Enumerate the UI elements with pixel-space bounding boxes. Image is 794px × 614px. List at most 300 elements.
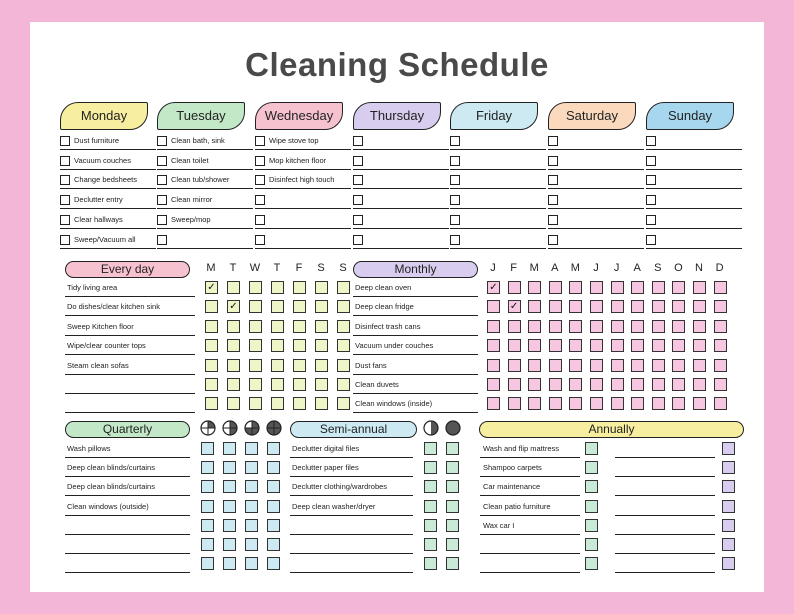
- everyday-check-box[interactable]: [293, 339, 306, 352]
- day-task-checkbox[interactable]: [255, 156, 265, 166]
- monthly-check-box[interactable]: [714, 397, 727, 410]
- monthly-check-box[interactable]: [508, 320, 521, 333]
- day-task-checkbox[interactable]: [60, 156, 70, 166]
- quarterly-check-box[interactable]: [267, 557, 280, 570]
- day-task-checkbox[interactable]: [255, 195, 265, 205]
- day-task-line: [450, 228, 546, 229]
- day-task-line: [255, 208, 351, 209]
- day-task-checkbox[interactable]: [157, 215, 167, 225]
- month-header: D: [715, 262, 724, 274]
- monthly-check-box[interactable]: [590, 378, 603, 391]
- semiannual-task-label: Deep clean washer/dryer: [292, 501, 376, 511]
- monthly-check-box[interactable]: [590, 320, 603, 333]
- monthly-check-box[interactable]: [672, 339, 685, 352]
- monthly-check-box[interactable]: [611, 378, 624, 391]
- monthly-check-box[interactable]: [590, 339, 603, 352]
- everyday-check-box[interactable]: [337, 281, 350, 294]
- day-task-checkbox[interactable]: [353, 175, 363, 185]
- day-task-checkbox[interactable]: [450, 175, 460, 185]
- monthly-task-line: [353, 354, 478, 355]
- monthly-check-box[interactable]: [652, 320, 665, 333]
- day-task-line: [255, 169, 351, 170]
- semiannual-check-box[interactable]: [424, 500, 437, 513]
- day-task-line: [60, 248, 156, 249]
- everyday-check-box[interactable]: [205, 300, 218, 313]
- day-task-checkbox[interactable]: [548, 195, 558, 205]
- everyday-task-line: [65, 296, 195, 297]
- monthly-check-box[interactable]: [714, 320, 727, 333]
- semiannual-check-box[interactable]: [446, 538, 459, 551]
- quarterly-check-box[interactable]: [223, 538, 236, 551]
- quarterly-check-box[interactable]: [223, 461, 236, 474]
- month-header: A: [633, 262, 641, 274]
- annually-title: Annually: [479, 421, 744, 438]
- quarterly-check-box[interactable]: [223, 557, 236, 570]
- weekday-header: F: [295, 262, 303, 274]
- monthly-check-box[interactable]: [528, 339, 541, 352]
- annually-task-label: Wax car I: [483, 520, 515, 530]
- day-task-checkbox[interactable]: [450, 136, 460, 146]
- monthly-check-box[interactable]: [528, 397, 541, 410]
- annually-check-box[interactable]: [585, 519, 598, 532]
- monthly-check-box[interactable]: [487, 339, 500, 352]
- monthly-check-box[interactable]: [652, 339, 665, 352]
- day-task-line: [646, 188, 742, 189]
- everyday-check-box[interactable]: [315, 397, 328, 410]
- monthly-check-box[interactable]: [714, 359, 727, 372]
- everyday-check-box[interactable]: [205, 339, 218, 352]
- everyday-check-box[interactable]: [271, 300, 284, 313]
- monthly-check-box[interactable]: [672, 320, 685, 333]
- day-task-checkbox[interactable]: [548, 175, 558, 185]
- quarter-3-icon: [244, 420, 260, 436]
- everyday-check-box[interactable]: [271, 378, 284, 391]
- day-task-checkbox[interactable]: [450, 215, 460, 225]
- monthly-check-box[interactable]: [611, 300, 624, 313]
- day-task-label: Change bedsheets: [74, 175, 137, 185]
- day-task-label: Sweep/Vacuum all: [74, 234, 136, 244]
- day-task-checkbox[interactable]: [646, 195, 656, 205]
- everyday-check-box[interactable]: [315, 339, 328, 352]
- day-task-line: [646, 228, 742, 229]
- monthly-check-box[interactable]: [672, 397, 685, 410]
- monthly-check-box[interactable]: [590, 397, 603, 410]
- semiannual-check-box[interactable]: [424, 557, 437, 570]
- quarterly-check-box[interactable]: [245, 500, 258, 513]
- monthly-check-box[interactable]: [487, 378, 500, 391]
- everyday-check-box[interactable]: [205, 320, 218, 333]
- day-task-checkbox[interactable]: [60, 215, 70, 225]
- everyday-check-box[interactable]: [249, 281, 262, 294]
- semiannual-task-line: [290, 457, 413, 458]
- day-task-checkbox[interactable]: [60, 235, 70, 245]
- monthly-task-label: Disinfect trash cans: [355, 321, 421, 331]
- quarterly-check-box[interactable]: [267, 461, 280, 474]
- day-task-checkbox[interactable]: [255, 235, 265, 245]
- everyday-check-box[interactable]: [227, 397, 240, 410]
- day-task-checkbox[interactable]: [255, 215, 265, 225]
- annually-check-box[interactable]: [585, 461, 598, 474]
- day-task-line: [353, 149, 449, 150]
- monthly-check-box[interactable]: [714, 339, 727, 352]
- annually-check-box[interactable]: [722, 557, 735, 570]
- day-task-line: [157, 228, 253, 229]
- day-task-label: Vacuum couches: [74, 155, 131, 165]
- monthly-check-box[interactable]: [631, 281, 644, 294]
- quarterly-check-box[interactable]: [267, 442, 280, 455]
- day-task-line: [450, 208, 546, 209]
- month-header: F: [510, 262, 517, 274]
- everyday-check-box[interactable]: [271, 281, 284, 294]
- day-header-thursday: Thursday: [353, 102, 441, 130]
- everyday-check-box[interactable]: [227, 378, 240, 391]
- annually-task-line: [480, 476, 580, 477]
- day-task-checkbox[interactable]: [548, 235, 558, 245]
- quarterly-check-box[interactable]: [245, 519, 258, 532]
- monthly-check-box[interactable]: [549, 378, 562, 391]
- monthly-check-box[interactable]: [569, 397, 582, 410]
- semiannual-check-box[interactable]: [424, 519, 437, 532]
- everyday-check-box[interactable]: ✓: [205, 281, 218, 294]
- weekday-header: S: [339, 262, 347, 274]
- day-task-line: [60, 169, 156, 170]
- monthly-check-box[interactable]: [631, 378, 644, 391]
- quarterly-check-box[interactable]: [245, 557, 258, 570]
- monthly-check-box[interactable]: [611, 281, 624, 294]
- day-task-line: [157, 248, 253, 249]
- quarterly-check-box[interactable]: [201, 538, 214, 551]
- everyday-check-box[interactable]: [337, 339, 350, 352]
- monthly-check-box[interactable]: [508, 281, 521, 294]
- annually-check-box[interactable]: [585, 538, 598, 551]
- day-task-label: Clean mirror: [171, 195, 213, 205]
- quarterly-check-box[interactable]: [223, 519, 236, 532]
- day-task-line: [353, 208, 449, 209]
- monthly-check-box[interactable]: [528, 300, 541, 313]
- day-task-checkbox[interactable]: [60, 136, 70, 146]
- quarterly-check-box[interactable]: [245, 442, 258, 455]
- day-task-label: Clean bath, sink: [171, 136, 225, 145]
- monthly-check-box[interactable]: [631, 300, 644, 313]
- monthly-check-box[interactable]: [508, 339, 521, 352]
- day-task-line: [548, 228, 644, 229]
- quarterly-task-label: Deep clean blinds/curtains: [67, 463, 155, 473]
- quarterly-check-box[interactable]: [223, 500, 236, 513]
- day-task-label: Wipe stove top: [269, 136, 319, 145]
- month-header: N: [695, 262, 703, 274]
- monthly-check-box[interactable]: [569, 281, 582, 294]
- day-task-checkbox[interactable]: [450, 235, 460, 245]
- everyday-check-box[interactable]: [271, 339, 284, 352]
- quarterly-check-box[interactable]: [267, 519, 280, 532]
- everyday-check-box[interactable]: ✓: [227, 300, 240, 313]
- semiannual-check-box[interactable]: [424, 442, 437, 455]
- everyday-task-label: Sweep Kitchen floor: [67, 321, 134, 331]
- day-task-checkbox[interactable]: [646, 136, 656, 146]
- everyday-check-box[interactable]: [337, 378, 350, 391]
- day-task-line: [353, 169, 449, 170]
- everyday-check-box[interactable]: [315, 359, 328, 372]
- annually-task-line: [615, 476, 715, 477]
- monthly-check-box[interactable]: [549, 281, 562, 294]
- monthly-check-box[interactable]: [652, 281, 665, 294]
- everyday-check-box[interactable]: [337, 359, 350, 372]
- everyday-check-box[interactable]: [227, 320, 240, 333]
- monthly-check-box[interactable]: [631, 359, 644, 372]
- quarterly-check-box[interactable]: [267, 480, 280, 493]
- annually-check-box[interactable]: [585, 442, 598, 455]
- day-task-checkbox[interactable]: [548, 215, 558, 225]
- day-task-checkbox[interactable]: [157, 195, 167, 205]
- day-task-checkbox[interactable]: [157, 156, 167, 166]
- quarterly-check-box[interactable]: [201, 442, 214, 455]
- day-task-checkbox[interactable]: [255, 136, 265, 146]
- monthly-check-box[interactable]: [590, 359, 603, 372]
- monthly-check-box[interactable]: [549, 300, 562, 313]
- monthly-check-box[interactable]: [652, 397, 665, 410]
- everyday-check-box[interactable]: [205, 397, 218, 410]
- quarterly-check-box[interactable]: [267, 538, 280, 551]
- semiannual-task-line: [290, 515, 413, 516]
- day-task-checkbox[interactable]: [450, 156, 460, 166]
- everyday-check-box[interactable]: [293, 359, 306, 372]
- quarterly-check-box[interactable]: [223, 442, 236, 455]
- semiannual-task-line: [290, 553, 413, 554]
- everyday-check-box[interactable]: [249, 359, 262, 372]
- everyday-check-box[interactable]: [293, 281, 306, 294]
- monthly-check-box[interactable]: [693, 359, 706, 372]
- annually-check-box[interactable]: [722, 480, 735, 493]
- monthly-check-box[interactable]: [611, 320, 624, 333]
- monthly-check-box[interactable]: ✓: [508, 300, 521, 313]
- day-task-line: [60, 188, 156, 189]
- monthly-check-box[interactable]: [569, 339, 582, 352]
- monthly-check-box[interactable]: [652, 378, 665, 391]
- monthly-check-box[interactable]: [549, 320, 562, 333]
- monthly-check-box[interactable]: [487, 359, 500, 372]
- monthly-check-box[interactable]: [631, 320, 644, 333]
- annually-check-box[interactable]: [722, 461, 735, 474]
- monthly-task-line: [353, 315, 478, 316]
- day-task-checkbox[interactable]: [450, 195, 460, 205]
- monthly-check-box[interactable]: [569, 300, 582, 313]
- day-task-checkbox[interactable]: [646, 235, 656, 245]
- monthly-task-line: [353, 412, 478, 413]
- semiannual-check-box[interactable]: [446, 461, 459, 474]
- day-task-checkbox[interactable]: [353, 215, 363, 225]
- everyday-check-box[interactable]: [227, 359, 240, 372]
- annually-task-line: [480, 495, 580, 496]
- day-task-checkbox[interactable]: [60, 175, 70, 185]
- monthly-title: Monthly: [353, 261, 478, 278]
- monthly-check-box[interactable]: [508, 378, 521, 391]
- everyday-check-box[interactable]: [293, 300, 306, 313]
- semiannual-check-box[interactable]: [446, 519, 459, 532]
- semiannual-check-box[interactable]: [424, 538, 437, 551]
- monthly-check-box[interactable]: [487, 320, 500, 333]
- day-task-checkbox[interactable]: [646, 215, 656, 225]
- monthly-check-box[interactable]: [672, 359, 685, 372]
- quarterly-check-box[interactable]: [245, 538, 258, 551]
- monthly-check-box[interactable]: [528, 320, 541, 333]
- everyday-check-box[interactable]: [271, 397, 284, 410]
- monthly-check-box[interactable]: [631, 397, 644, 410]
- monthly-check-box[interactable]: [652, 300, 665, 313]
- annually-check-box[interactable]: [585, 500, 598, 513]
- monthly-check-box[interactable]: [611, 339, 624, 352]
- everyday-check-box[interactable]: [249, 300, 262, 313]
- monthly-check-box[interactable]: [528, 281, 541, 294]
- monthly-check-box[interactable]: [508, 397, 521, 410]
- monthly-check-box[interactable]: [569, 320, 582, 333]
- annually-task-label: Shampoo carpets: [483, 463, 542, 473]
- day-task-checkbox[interactable]: [353, 195, 363, 205]
- day-header-wednesday: Wednesday: [255, 102, 343, 130]
- monthly-check-box[interactable]: [590, 281, 603, 294]
- monthly-check-box[interactable]: [693, 339, 706, 352]
- everyday-check-box[interactable]: [315, 320, 328, 333]
- day-task-line: [646, 208, 742, 209]
- annually-check-box[interactable]: [585, 480, 598, 493]
- annually-check-box[interactable]: [722, 442, 735, 455]
- weekday-header: S: [317, 262, 325, 274]
- everyday-task-line: [65, 374, 195, 375]
- semiannual-check-box[interactable]: [424, 480, 437, 493]
- quarterly-task-line: [65, 515, 190, 516]
- day-task-checkbox[interactable]: [157, 235, 167, 245]
- monthly-check-box[interactable]: [487, 300, 500, 313]
- everyday-check-box[interactable]: [337, 397, 350, 410]
- annually-task-line: [615, 553, 715, 554]
- quarterly-check-box[interactable]: [201, 461, 214, 474]
- everyday-check-box[interactable]: [249, 320, 262, 333]
- everyday-check-box[interactable]: [249, 339, 262, 352]
- everyday-check-box[interactable]: [293, 320, 306, 333]
- monthly-check-box[interactable]: [528, 359, 541, 372]
- day-task-checkbox[interactable]: [646, 175, 656, 185]
- monthly-check-box[interactable]: [508, 359, 521, 372]
- quarterly-check-box[interactable]: [201, 500, 214, 513]
- monthly-check-box[interactable]: [693, 281, 706, 294]
- monthly-check-box[interactable]: [714, 378, 727, 391]
- everyday-check-box[interactable]: [271, 320, 284, 333]
- semiannual-check-box[interactable]: [446, 480, 459, 493]
- everyday-check-box[interactable]: [293, 378, 306, 391]
- day-task-checkbox[interactable]: [255, 175, 265, 185]
- semiannual-title: Semi-annual: [290, 421, 417, 438]
- everyday-check-box[interactable]: [227, 281, 240, 294]
- monthly-check-box[interactable]: [693, 320, 706, 333]
- day-task-checkbox[interactable]: [548, 156, 558, 166]
- quarterly-check-box[interactable]: [201, 557, 214, 570]
- monthly-check-box[interactable]: [693, 397, 706, 410]
- day-task-line: [157, 188, 253, 189]
- annually-check-box[interactable]: [585, 557, 598, 570]
- monthly-check-box[interactable]: [693, 378, 706, 391]
- monthly-check-box[interactable]: [549, 397, 562, 410]
- monthly-check-box[interactable]: [652, 359, 665, 372]
- everyday-check-box[interactable]: [293, 397, 306, 410]
- quarterly-check-box[interactable]: [245, 480, 258, 493]
- weekday-header: W: [249, 262, 261, 274]
- monthly-check-box[interactable]: [693, 300, 706, 313]
- annually-check-box[interactable]: [722, 538, 735, 551]
- quarterly-check-box[interactable]: [245, 461, 258, 474]
- day-task-checkbox[interactable]: [157, 175, 167, 185]
- month-header: O: [674, 262, 683, 274]
- semiannual-check-box[interactable]: [424, 461, 437, 474]
- monthly-check-box[interactable]: [549, 359, 562, 372]
- monthly-check-box[interactable]: [487, 397, 500, 410]
- everyday-check-box[interactable]: [249, 378, 262, 391]
- day-task-checkbox[interactable]: [646, 156, 656, 166]
- everyday-check-box[interactable]: [249, 397, 262, 410]
- monthly-check-box[interactable]: [569, 378, 582, 391]
- monthly-check-box[interactable]: ✓: [487, 281, 500, 294]
- monthly-check-box[interactable]: [549, 339, 562, 352]
- monthly-check-box[interactable]: [714, 281, 727, 294]
- everyday-check-box[interactable]: [315, 300, 328, 313]
- semiannual-check-box[interactable]: [446, 442, 459, 455]
- semiannual-check-box[interactable]: [446, 500, 459, 513]
- quarterly-task-line: [65, 457, 190, 458]
- day-header-friday: Friday: [450, 102, 538, 130]
- day-task-checkbox[interactable]: [353, 235, 363, 245]
- quarterly-task-line: [65, 553, 190, 554]
- semiannual-check-box[interactable]: [446, 557, 459, 570]
- semiannual-task-line: [290, 572, 413, 573]
- cleaning-schedule-sheet: [30, 22, 764, 592]
- monthly-check-box[interactable]: [714, 300, 727, 313]
- monthly-check-box[interactable]: [631, 339, 644, 352]
- day-task-checkbox[interactable]: [353, 156, 363, 166]
- everyday-check-box[interactable]: [315, 378, 328, 391]
- monthly-check-box[interactable]: [590, 300, 603, 313]
- monthly-check-box[interactable]: [611, 359, 624, 372]
- day-task-checkbox[interactable]: [60, 195, 70, 205]
- everyday-check-box[interactable]: [205, 359, 218, 372]
- annually-check-box[interactable]: [722, 519, 735, 532]
- monthly-check-box[interactable]: [528, 378, 541, 391]
- quarterly-check-box[interactable]: [223, 480, 236, 493]
- monthly-check-box[interactable]: [672, 300, 685, 313]
- quarterly-check-box[interactable]: [267, 500, 280, 513]
- monthly-check-box[interactable]: [672, 281, 685, 294]
- quarterly-check-box[interactable]: [201, 519, 214, 532]
- everyday-check-box[interactable]: [337, 320, 350, 333]
- day-task-line: [255, 248, 351, 249]
- month-header: J: [593, 262, 599, 274]
- everyday-check-box[interactable]: [205, 378, 218, 391]
- monthly-task-line: [353, 393, 478, 394]
- everyday-check-box[interactable]: [315, 281, 328, 294]
- everyday-check-box[interactable]: [337, 300, 350, 313]
- day-task-checkbox[interactable]: [548, 136, 558, 146]
- quarterly-check-box[interactable]: [201, 480, 214, 493]
- everyday-check-box[interactable]: [227, 339, 240, 352]
- annually-check-box[interactable]: [722, 500, 735, 513]
- day-task-checkbox[interactable]: [157, 136, 167, 146]
- monthly-check-box[interactable]: [569, 359, 582, 372]
- quarterly-task-line: [65, 534, 190, 535]
- monthly-check-box[interactable]: [611, 397, 624, 410]
- day-task-label: Mop kitchen floor: [269, 155, 327, 165]
- everyday-check-box[interactable]: [271, 359, 284, 372]
- annually-task-line: [480, 572, 580, 573]
- monthly-check-box[interactable]: [672, 378, 685, 391]
- monthly-task-label: Clean duvets: [355, 380, 399, 389]
- day-task-checkbox[interactable]: [353, 136, 363, 146]
